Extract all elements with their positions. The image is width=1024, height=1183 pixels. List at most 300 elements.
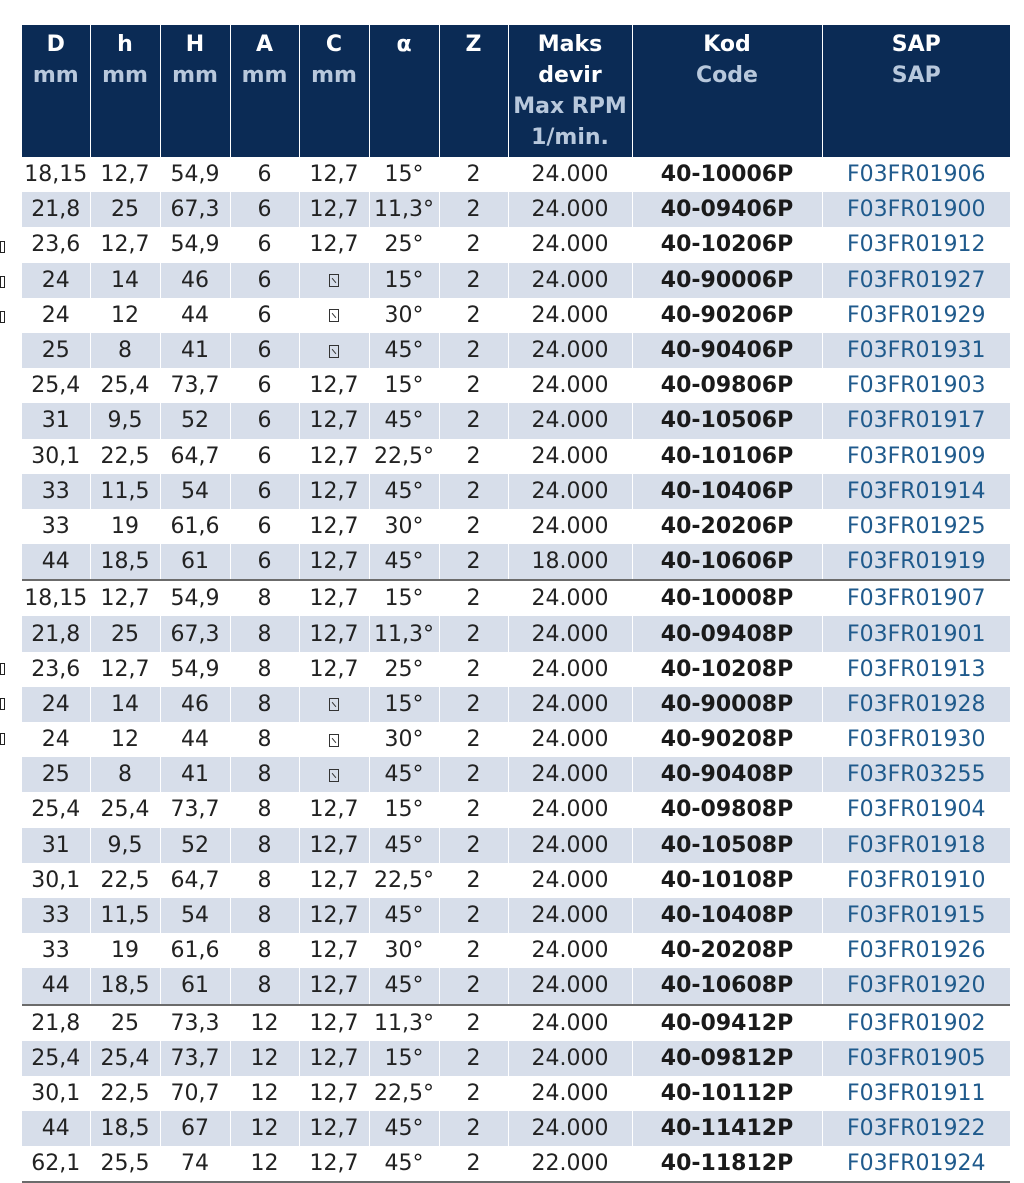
row-marker-icon: [0, 663, 5, 675]
col-header-d-label: D: [46, 32, 65, 57]
cell-sap: F03FR01920: [822, 968, 1010, 1004]
cell-rpm: 24.000: [508, 474, 632, 509]
cell-alpha: 45°: [369, 898, 439, 933]
cell-alpha: 45°: [369, 333, 439, 368]
table-row: [22, 333, 1010, 368]
cell-sap: F03FR01915: [822, 898, 1010, 933]
table-row: [22, 157, 1010, 192]
cell-sap: F03FR01903: [822, 368, 1010, 403]
cell-sap: F03FR01900: [822, 192, 1010, 227]
cell-h: 70,7: [160, 1076, 230, 1111]
cell-h: 12,7: [90, 580, 160, 616]
cell-h: 12: [90, 722, 160, 757]
cell-c: 12,7: [299, 544, 369, 580]
cell-h: 8: [90, 333, 160, 368]
cell-d: 33: [22, 509, 90, 544]
cell-h: 61,6: [160, 509, 230, 544]
cell-alpha: 15°: [369, 1041, 439, 1076]
cell-sap: F03FR01912: [822, 227, 1010, 262]
cell-a: 6: [230, 403, 299, 438]
cell-h: 25: [90, 192, 160, 227]
cell-h: 54,9: [160, 157, 230, 192]
cell-sap: F03FR01918: [822, 828, 1010, 863]
cell-z: 2: [439, 1041, 508, 1076]
cell-h: 14: [90, 263, 160, 298]
cell-c: 12,7: [299, 828, 369, 863]
cell-alpha: 15°: [369, 263, 439, 298]
table-row: [22, 509, 1010, 544]
cell-alpha: 45°: [369, 474, 439, 509]
cell-z: 2: [439, 544, 508, 580]
col-header-z: [439, 25, 508, 157]
cell-c: 12,7: [299, 1111, 369, 1146]
cell-c: 12,7: [299, 1041, 369, 1076]
cell-a: 6: [230, 263, 299, 298]
cell-h: 44: [160, 298, 230, 333]
cell-z: 2: [439, 157, 508, 192]
cell-z: 2: [439, 652, 508, 687]
cell-kod: 40-11412P: [632, 1111, 822, 1146]
cell-a: 12: [230, 1111, 299, 1146]
table-row: [22, 1111, 1010, 1146]
cell-h: 22,5: [90, 863, 160, 898]
cell-kod: 40-10206P: [632, 227, 822, 262]
cell-c: 12,7: [299, 933, 369, 968]
cell-z: 2: [439, 263, 508, 298]
cell-d: 33: [22, 933, 90, 968]
cell-z: 2: [439, 968, 508, 1004]
cell-a: 6: [230, 333, 299, 368]
cell-sap: F03FR01905: [822, 1041, 1010, 1076]
cell-z: 2: [439, 298, 508, 333]
cell-kod: 40-10208P: [632, 652, 822, 687]
cell-rpm: 24.000: [508, 687, 632, 722]
cell-rpm: 24.000: [508, 298, 632, 333]
cell-d: 24: [22, 263, 90, 298]
cell-rpm: 24.000: [508, 1111, 632, 1146]
table-row: [22, 403, 1010, 438]
cell-kod: 40-10508P: [632, 828, 822, 863]
col-header-h-label: h: [117, 32, 133, 57]
col-header-sap: [822, 25, 1010, 157]
cell-z: 2: [439, 722, 508, 757]
table-row: [22, 687, 1010, 722]
col-header-z-label: Z: [465, 32, 482, 57]
cell-sap: F03FR01919: [822, 544, 1010, 580]
cell-sap: F03FR01928: [822, 687, 1010, 722]
cell-h: 44: [160, 722, 230, 757]
cell-a: 8: [230, 898, 299, 933]
cell-z: 2: [439, 474, 508, 509]
cell-rpm: 24.000: [508, 968, 632, 1004]
cell-sap: F03FR01909: [822, 439, 1010, 474]
cell-sap: F03FR01901: [822, 616, 1010, 651]
cell-rpm: 24.000: [508, 580, 632, 616]
cell-d: 21,8: [22, 616, 90, 651]
cell-alpha: 45°: [369, 1111, 439, 1146]
cell-h: 54: [160, 898, 230, 933]
cell-d: 23,6: [22, 652, 90, 687]
cell-d: 18,15: [22, 580, 90, 616]
cell-kod: 40-11812P: [632, 1146, 822, 1182]
cell-a: 8: [230, 580, 299, 616]
cell-c: 12,7: [299, 439, 369, 474]
cell-z: 2: [439, 1111, 508, 1146]
cell-kod: 40-10112P: [632, 1076, 822, 1111]
cell-sap: F03FR01926: [822, 933, 1010, 968]
cell-z: 2: [439, 333, 508, 368]
table-row: [22, 1146, 1010, 1182]
cell-alpha: 45°: [369, 757, 439, 792]
cell-kod: 40-90008P: [632, 687, 822, 722]
col-header-H-label: H: [185, 32, 205, 57]
table-row: [22, 652, 1010, 687]
table-body: [22, 157, 1010, 1182]
cell-z: 2: [439, 898, 508, 933]
col-header-kod-sub: Code: [696, 63, 758, 88]
cell-a: 12: [230, 1041, 299, 1076]
cell-d: 21,8: [22, 1005, 90, 1041]
cell-rpm: 24.000: [508, 792, 632, 827]
cell-alpha: 30°: [369, 298, 439, 333]
cell-rpm: 24.000: [508, 227, 632, 262]
col-header-sap-sub: SAP: [891, 63, 941, 88]
cell-z: 2: [439, 828, 508, 863]
cell-alpha: 15°: [369, 580, 439, 616]
cell-h: 61,6: [160, 933, 230, 968]
cell-a: 8: [230, 792, 299, 827]
table-row: [22, 544, 1010, 580]
cell-alpha: 25°: [369, 652, 439, 687]
cell-a: 8: [230, 933, 299, 968]
cell-sap: F03FR01907: [822, 580, 1010, 616]
cell-h: 67: [160, 1111, 230, 1146]
cell-sap: F03FR01910: [822, 863, 1010, 898]
cell-rpm: 22.000: [508, 1146, 632, 1182]
cell-h: 73,7: [160, 1041, 230, 1076]
cell-sap: F03FR01914: [822, 474, 1010, 509]
cell-kod: 40-09408P: [632, 616, 822, 651]
cell-c: 12,7: [299, 580, 369, 616]
cell-kod: 40-09806P: [632, 368, 822, 403]
cell-a: 6: [230, 192, 299, 227]
col-header-sap-label: SAP: [891, 32, 941, 57]
cell-sap: F03FR01902: [822, 1005, 1010, 1041]
cell-c: 12,7: [299, 474, 369, 509]
cell-kod: 40-09406P: [632, 192, 822, 227]
col-header-c-unit: mm: [311, 63, 357, 88]
cell-kod: 40-90206P: [632, 298, 822, 333]
cell-rpm: 24.000: [508, 157, 632, 192]
cell-h: 46: [160, 263, 230, 298]
cell-a: 6: [230, 509, 299, 544]
cell-h: 22,5: [90, 439, 160, 474]
table-row: [22, 1041, 1010, 1076]
cell-c: 12,7: [299, 968, 369, 1004]
cell-h: 54,9: [160, 227, 230, 262]
cell-c: 12,7: [299, 652, 369, 687]
cell-h: 25,4: [90, 1041, 160, 1076]
cell-alpha: 30°: [369, 509, 439, 544]
cell-alpha: 30°: [369, 722, 439, 757]
cell-z: 2: [439, 1076, 508, 1111]
cell-kod: 40-90408P: [632, 757, 822, 792]
cell-z: 2: [439, 227, 508, 262]
cell-h: 12,7: [90, 157, 160, 192]
col-header-d-unit: mm: [32, 63, 79, 88]
cell-h: 25: [90, 616, 160, 651]
cell-sap: F03FR01906: [822, 157, 1010, 192]
cell-z: 2: [439, 403, 508, 438]
cell-kod: 40-20208P: [632, 933, 822, 968]
cell-c: 12,7: [299, 1076, 369, 1111]
cell-a: 6: [230, 227, 299, 262]
cell-d: 30,1: [22, 439, 90, 474]
cell-h: 74: [160, 1146, 230, 1182]
missing-value-glyph-icon: [329, 274, 339, 287]
cell-c: [299, 757, 369, 792]
cell-alpha: 15°: [369, 792, 439, 827]
cell-rpm: 24.000: [508, 263, 632, 298]
table-row: [22, 474, 1010, 509]
col-header-h-unit: mm: [102, 63, 148, 88]
cell-h: 25,4: [90, 792, 160, 827]
cell-c: [299, 298, 369, 333]
cell-rpm: 24.000: [508, 509, 632, 544]
cell-h: 54: [160, 474, 230, 509]
cell-a: 6: [230, 157, 299, 192]
col-header-alpha-label: α: [396, 32, 412, 57]
cell-a: 12: [230, 1146, 299, 1182]
cell-rpm: 24.000: [508, 898, 632, 933]
table-row: [22, 263, 1010, 298]
cell-sap: F03FR01917: [822, 403, 1010, 438]
table-row: [22, 1076, 1010, 1111]
cell-alpha: 45°: [369, 828, 439, 863]
cell-kod: 40-20206P: [632, 509, 822, 544]
missing-value-glyph-icon: [329, 345, 339, 358]
cell-h: 18,5: [90, 968, 160, 1004]
cell-rpm: 24.000: [508, 1005, 632, 1041]
cell-kod: 40-90006P: [632, 263, 822, 298]
cell-rpm: 24.000: [508, 863, 632, 898]
row-marker-icon: [0, 733, 5, 745]
cell-a: 6: [230, 368, 299, 403]
col-header-kod-label: Kod: [703, 32, 751, 57]
table-row: [22, 439, 1010, 474]
cell-h: 12: [90, 298, 160, 333]
cell-z: 2: [439, 192, 508, 227]
cell-d: 30,1: [22, 863, 90, 898]
cell-d: 18,15: [22, 157, 90, 192]
table-row: [22, 828, 1010, 863]
cell-alpha: 45°: [369, 968, 439, 1004]
cell-h: 64,7: [160, 863, 230, 898]
missing-value-glyph-icon: [329, 309, 339, 322]
cell-sap: F03FR01913: [822, 652, 1010, 687]
cell-kod: 40-10106P: [632, 439, 822, 474]
cell-h: 11,5: [90, 898, 160, 933]
col-header-a: [230, 25, 299, 157]
missing-value-glyph-icon: [329, 769, 339, 782]
cell-kod: 40-90208P: [632, 722, 822, 757]
cell-kod: 40-09812P: [632, 1041, 822, 1076]
row-marker-icon: [0, 311, 5, 323]
table-row: [22, 757, 1010, 792]
cell-rpm: 24.000: [508, 1076, 632, 1111]
table-row: [22, 933, 1010, 968]
cell-alpha: 11,3°: [369, 192, 439, 227]
cell-alpha: 45°: [369, 1146, 439, 1182]
cell-d: 25,4: [22, 1041, 90, 1076]
cell-alpha: 45°: [369, 403, 439, 438]
cell-c: 12,7: [299, 898, 369, 933]
cell-z: 2: [439, 1005, 508, 1041]
cell-sap: F03FR01922: [822, 1111, 1010, 1146]
cell-h: 25: [90, 1005, 160, 1041]
cell-h: 61: [160, 968, 230, 1004]
cell-c: 12,7: [299, 1146, 369, 1182]
cell-z: 2: [439, 580, 508, 616]
cell-d: 44: [22, 968, 90, 1004]
table-row: [22, 580, 1010, 616]
cell-c: [299, 263, 369, 298]
cell-d: 24: [22, 687, 90, 722]
cell-c: 12,7: [299, 227, 369, 262]
cell-alpha: 30°: [369, 933, 439, 968]
table-row: [22, 192, 1010, 227]
cell-c: 12,7: [299, 157, 369, 192]
cell-c: 12,7: [299, 368, 369, 403]
cell-alpha: 25°: [369, 227, 439, 262]
cell-h: 11,5: [90, 474, 160, 509]
cell-d: 33: [22, 474, 90, 509]
cell-d: 25,4: [22, 792, 90, 827]
cell-d: 25: [22, 757, 90, 792]
cell-d: 24: [22, 722, 90, 757]
col-header-h: [90, 25, 160, 157]
table-row: [22, 616, 1010, 651]
cell-z: 2: [439, 1146, 508, 1182]
cell-h: 18,5: [90, 1111, 160, 1146]
cell-d: 24: [22, 298, 90, 333]
cell-h: 67,3: [160, 192, 230, 227]
cell-h: 19: [90, 509, 160, 544]
cell-kod: 40-10108P: [632, 863, 822, 898]
table-header: [22, 25, 1010, 157]
cell-c: 12,7: [299, 509, 369, 544]
cell-sap: F03FR01911: [822, 1076, 1010, 1111]
cell-h: 61: [160, 544, 230, 580]
cell-h: 67,3: [160, 616, 230, 651]
cell-h: 19: [90, 933, 160, 968]
cell-rpm: 24.000: [508, 828, 632, 863]
cell-rpm: 24.000: [508, 616, 632, 651]
cell-rpm: 24.000: [508, 192, 632, 227]
cell-alpha: 15°: [369, 687, 439, 722]
cell-h: 9,5: [90, 403, 160, 438]
cell-kod: 40-09808P: [632, 792, 822, 827]
cell-a: 8: [230, 828, 299, 863]
col-header-rpm-label: Maks devir: [537, 32, 603, 88]
edge-marks: [0, 0, 8, 1170]
cell-a: 8: [230, 757, 299, 792]
cell-sap: F03FR01904: [822, 792, 1010, 827]
cell-d: 31: [22, 828, 90, 863]
cell-alpha: 11,3°: [369, 616, 439, 651]
cell-kod: 40-10606P: [632, 544, 822, 580]
cell-rpm: 24.000: [508, 1041, 632, 1076]
cell-c: 12,7: [299, 192, 369, 227]
cell-h: 54,9: [160, 652, 230, 687]
table-row: [22, 1005, 1010, 1041]
spec-table: [22, 25, 1010, 1183]
cell-h: 52: [160, 403, 230, 438]
cell-z: 2: [439, 368, 508, 403]
table-row: [22, 368, 1010, 403]
cell-a: 8: [230, 687, 299, 722]
missing-value-glyph-icon: [329, 734, 339, 747]
row-marker-icon: [0, 698, 5, 710]
cell-kod: 40-10008P: [632, 580, 822, 616]
cell-kod: 40-10006P: [632, 157, 822, 192]
cell-rpm: 24.000: [508, 403, 632, 438]
cell-sap: F03FR01924: [822, 1146, 1010, 1182]
cell-z: 2: [439, 792, 508, 827]
cell-d: 44: [22, 544, 90, 580]
cell-alpha: 15°: [369, 157, 439, 192]
cell-sap: F03FR01931: [822, 333, 1010, 368]
cell-h: 12,7: [90, 227, 160, 262]
cell-h: 41: [160, 757, 230, 792]
col-header-H-unit: mm: [172, 63, 218, 88]
cell-z: 2: [439, 757, 508, 792]
cell-d: 21,8: [22, 192, 90, 227]
cell-h: 25,4: [90, 368, 160, 403]
table-row: [22, 227, 1010, 262]
col-header-a-label: A: [255, 32, 274, 57]
cell-d: 44: [22, 1111, 90, 1146]
cell-z: 2: [439, 509, 508, 544]
cell-z: 2: [439, 863, 508, 898]
cell-a: 8: [230, 968, 299, 1004]
cell-kod: 40-10408P: [632, 898, 822, 933]
table-row: [22, 863, 1010, 898]
cell-a: 12: [230, 1005, 299, 1041]
cell-sap: F03FR01929: [822, 298, 1010, 333]
cell-d: 25: [22, 333, 90, 368]
col-header-d: [22, 25, 90, 157]
cell-alpha: 22,5°: [369, 439, 439, 474]
cell-d: 31: [22, 403, 90, 438]
col-header-rpm: [508, 25, 632, 157]
cell-d: 33: [22, 898, 90, 933]
table-row: [22, 898, 1010, 933]
cell-h: 52: [160, 828, 230, 863]
cell-sap: F03FR03255: [822, 757, 1010, 792]
missing-value-glyph-icon: [329, 698, 339, 711]
cell-h: 64,7: [160, 439, 230, 474]
cell-kod: 40-10506P: [632, 403, 822, 438]
cell-z: 2: [439, 687, 508, 722]
cell-c: 12,7: [299, 1005, 369, 1041]
cell-h: 22,5: [90, 1076, 160, 1111]
cell-h: 73,7: [160, 368, 230, 403]
cell-alpha: 11,3°: [369, 1005, 439, 1041]
cell-sap: F03FR01930: [822, 722, 1010, 757]
cell-c: 12,7: [299, 616, 369, 651]
cell-kod: 40-90406P: [632, 333, 822, 368]
